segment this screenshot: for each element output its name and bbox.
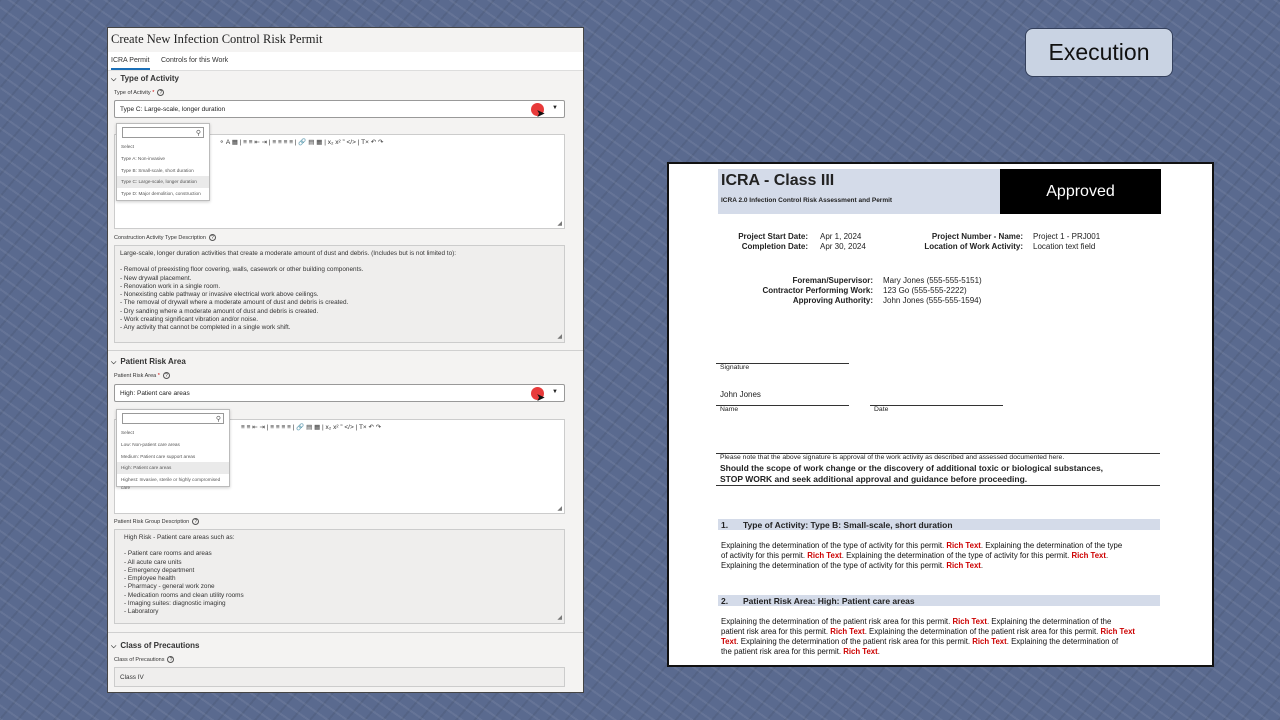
pointer-cursor-icon: ➤ — [536, 108, 546, 120]
dropdown-search-input[interactable] — [122, 127, 204, 138]
desc-item: - Removal of preexisting floor covering, walls, casework or other building components. — [120, 266, 364, 274]
location-label: Location of Work Activity: — [924, 242, 1023, 251]
chevron-down-icon: ⌵ — [111, 359, 117, 366]
indent-icon: ⇥ — [261, 139, 268, 146]
risk-option[interactable]: Medium: Patient care support areas — [121, 453, 196, 459]
activity-select[interactable]: Type C: Large-scale, longer duration ▼ — [114, 100, 565, 118]
clear-format-icon: T× — [361, 139, 369, 146]
help-icon: ? — [157, 89, 164, 96]
date-line — [870, 405, 1003, 406]
editor-toolbar: ⚬ A ▦ | ≡ ≡ ⇤ ⇥ | ≡ ≡ ≡ ≡ | 🔗 ▤ ▦ | x₂ x² ” </> | T× ↶ ↷ — [219, 139, 384, 146]
project-number-value: Project 1 - PRJ001 — [1033, 232, 1101, 241]
date-label: Date — [874, 406, 889, 413]
approval-note: Please note that the above signature is approval of the work activity as described and assessed documented here. — [720, 454, 1065, 461]
dropdown-arrow-icon: ▼ — [552, 389, 558, 395]
chevron-down-icon: ⌵ — [111, 643, 117, 650]
help-icon: ? — [192, 518, 199, 525]
superscript-icon: x² — [333, 424, 339, 431]
tab-icra-permit[interactable]: ICRA Permit — [111, 57, 150, 70]
resize-grip-icon[interactable]: ◢ — [557, 221, 562, 227]
scope-warning-2: STOP WORK and seek additional approval and guidance before proceeding. — [720, 474, 1028, 484]
subscript-icon: x₂ — [327, 139, 334, 146]
divider — [108, 350, 583, 351]
desc-item: - Work creating significant vibration and/or noise. — [120, 316, 259, 324]
status-badge: Approved — [1000, 169, 1161, 214]
risk-dropdown-menu — [116, 409, 230, 491]
align-right-icon: ≡ — [283, 139, 288, 146]
desc-item: - Pharmacy - general work zone — [124, 583, 215, 591]
execution-badge: Execution — [1025, 28, 1173, 77]
table-icon: ▤ — [308, 139, 315, 146]
dropdown-arrow-icon: ▼ — [552, 105, 558, 111]
foreman-value: Mary Jones (555-555-5151) — [883, 276, 982, 285]
resize-grip-icon[interactable]: ◢ — [557, 333, 562, 340]
code-icon: </> — [344, 424, 354, 431]
redo-icon: ↷ — [377, 139, 384, 146]
document-subtitle: ICRA 2.0 Infection Control Risk Assessment and Permit — [721, 197, 893, 204]
activity-desc-label: Construction Activity Type Description ? — [114, 234, 216, 241]
start-date-value: Apr 1, 2024 — [820, 232, 862, 241]
align-center-icon: ≡ — [278, 139, 282, 146]
risk-select[interactable]: High: Patient care areas ▼ — [114, 384, 565, 402]
section-type-of-activity[interactable]: ⌵ Type of Activity — [111, 74, 179, 83]
search-icon: ⚲ — [195, 130, 201, 137]
link-icon: 🔗 — [296, 424, 305, 431]
chevron-down-icon: ⌵ — [111, 76, 117, 83]
document-title: ICRA - Class III — [721, 172, 835, 189]
image-icon: ▦ — [316, 139, 323, 146]
table-icon: ▤ — [306, 424, 313, 431]
align-left-icon: ≡ — [270, 424, 275, 431]
align-left-icon: ≡ — [272, 139, 277, 146]
risk-description: High Risk - Patient care areas such as: - Patient care rooms and areas - All acute care units - Emergency department - Employee health - Pharmacy - general work zone - Medication rooms and clean utility rooms - Imaging suites: diagnostic imaging - Laboratory ◢ — [114, 529, 565, 624]
indent-icon: ⇥ — [259, 424, 265, 431]
numbered-list-icon: ≡ — [248, 139, 253, 146]
undo-icon: ↶ — [370, 139, 377, 146]
section-1-text: Explaining the determination of the type of activity for this permit. Rich Text. Explaining the determination of the type of activity for this permit. Rich Text. Explaining the determination of the type of activity for this permit. Rich Text. Explaining the determination of the type of activity for this permit. Rich Text. — [721, 541, 1123, 570]
align-right-icon: ≡ — [281, 424, 286, 431]
desc-item: - All acute care units — [124, 558, 182, 566]
section-patient-risk-area[interactable]: ⌵ Patient Risk Area — [111, 357, 186, 366]
editor-toolbar: ≡ ≡ ⇤ ⇥ | ≡ ≡ ≡ ≡ | 🔗 ▤ ▦ | x₂ x² ” </> | T× ↶ ↷ — [241, 424, 382, 431]
desc-item: - Renovation work in a single room. — [120, 282, 221, 290]
activity-option[interactable]: Type B: Small-scale, short duration — [121, 167, 194, 173]
help-icon: ? — [167, 656, 174, 663]
justify-icon: ≡ — [287, 424, 291, 431]
contractor-label: Contractor Performing Work: — [762, 286, 873, 295]
section-2-text: Explaining the determination of the patient risk area for this permit. Rich Text. Explaining the determination of the patient risk area for this permit. Rich Text. Explaining the determination of the patient risk area for this permit. Rich Text Text. Explaining the determination of the patient risk area for this permit. Rich Text. Explaining the determination of the patient risk area for this permit. Rich Text. — [721, 617, 1135, 656]
resize-grip-icon[interactable]: ◢ — [557, 506, 562, 512]
pointer-cursor-icon: ➤ — [536, 392, 546, 404]
tab-controls[interactable]: Controls for this Work — [161, 57, 229, 64]
section-class-of-precautions[interactable]: ⌵ Class of Precautions — [111, 641, 200, 650]
section-1-heading: 1. Type of Activity: Type B: Small-scale, short duration — [718, 519, 1160, 530]
desc-item: - Dry sanding where a moderate amount of dust and debris is created. — [120, 307, 319, 315]
activity-dropdown-menu — [116, 123, 210, 201]
bullet-list-icon: ≡ — [241, 424, 245, 431]
activity-option-selected[interactable]: Type C: Large-scale, longer duration — [117, 176, 209, 188]
risk-label: Patient Risk Area * ? — [114, 372, 170, 379]
image-icon: ▦ — [314, 424, 321, 431]
risk-option[interactable]: Select — [121, 430, 135, 435]
desc-item: - Emergency department — [124, 566, 195, 574]
precautions-label: Class of Precautions ? — [114, 656, 174, 663]
clear-format-icon: T× — [358, 424, 367, 431]
quote-icon: ” — [340, 424, 343, 431]
completion-date-label: Completion Date: — [741, 242, 808, 251]
foreman-label: Foreman/Supervisor: — [792, 276, 873, 285]
resize-grip-icon[interactable]: ◢ — [557, 614, 562, 621]
risk-option[interactable]: Low: Non-patient care areas — [121, 441, 180, 447]
form-title: Create New Infection Control Risk Permit — [111, 32, 323, 46]
desc-item: - Laboratory — [124, 608, 159, 616]
document-header — [718, 169, 1000, 214]
desc-item: - New drywall placement. — [120, 274, 192, 282]
activity-option[interactable]: Select — [121, 144, 135, 149]
help-icon: ? — [163, 372, 170, 379]
desc-item: - Nonexisting cable pathway or invasive electrical work above ceilings. — [120, 291, 319, 299]
desc-item: - Patient care rooms and areas — [124, 550, 212, 558]
risk-option[interactable]: Highest: Invasive, sterile or highly compromised care — [121, 477, 221, 491]
contractor-value: 123 Go (555-555-2222) — [883, 286, 967, 295]
signature-label: Signature — [720, 364, 750, 371]
activity-option[interactable]: Type A: Non-invasive — [121, 155, 166, 161]
highlight-icon: ▦ — [231, 139, 238, 146]
divider — [108, 632, 583, 633]
approver-label: Approving Authority: — [792, 296, 873, 305]
quote-icon: ” — [342, 139, 345, 146]
desc-item: - The removal of drywall where a moderate amount of dust and debris is created. — [120, 299, 349, 307]
scope-warning-1: Should the scope of work change or the discovery of additional toxic or biological substances, — [720, 463, 1104, 473]
start-date-label: Project Start Date: — [738, 232, 808, 241]
activity-description: Large-scale, longer duration activities that create a moderate amount of dust and debris. (Includes but is not limited to): - Removal of preexisting floor covering, walls, casework or other building components. - New drywall placement. - Renovation work in a single room. - Nonexisting cable pathway or invasive electrical work above ceilings. - The removal of drywall where a moderate amount of dust and debris is created. - Dry sanding where a moderate amount of dust and debris is created. - Work creating significant vibration and/or noise. - Any activity that cannot be completed in a single work shift. ◢ — [114, 245, 565, 343]
name-label: Name — [720, 406, 739, 413]
permit-document — [667, 162, 1214, 667]
code-icon: </> — [346, 139, 356, 146]
signer-name: John Jones — [720, 390, 761, 399]
precautions-value: Class IV — [114, 667, 565, 687]
desc-item: - Imaging suites: diagnostic imaging — [124, 600, 226, 608]
activity-option[interactable]: Type D: Major demolition, construction — [121, 191, 201, 197]
redo-icon: ↷ — [375, 424, 382, 431]
location-value: Location text field — [1033, 242, 1096, 251]
help-icon: ? — [209, 234, 216, 241]
align-center-icon: ≡ — [275, 424, 280, 431]
dropdown-search-input[interactable] — [122, 413, 224, 424]
superscript-icon: x² — [335, 139, 341, 146]
project-number-label: Project Number - Name: — [931, 232, 1023, 241]
section-2-heading: 2. Patient Risk Area: High: Patient care areas — [718, 595, 1160, 606]
font-color-icon: A — [225, 139, 230, 146]
activity-label: Type of Activity * ? — [114, 89, 164, 96]
numbered-list-icon: ≡ — [246, 424, 251, 431]
desc-item: - Employee health — [124, 575, 176, 583]
justify-icon: ≡ — [289, 139, 294, 146]
bullet-list-icon: ≡ — [243, 139, 247, 146]
completion-date-value: Apr 30, 2024 — [820, 242, 866, 251]
undo-icon: ↶ — [368, 424, 374, 431]
subscript-icon: x₂ — [325, 424, 332, 431]
approver-value: John Jones (555-555-1594) — [883, 296, 982, 305]
strike-icon: ⚬ — [219, 139, 225, 146]
risk-desc-label: Patient Risk Group Description ? — [114, 518, 199, 525]
form-tabs — [108, 52, 583, 71]
permit-form-panel — [107, 27, 584, 693]
divider — [716, 485, 1160, 486]
risk-option-selected[interactable]: High: Patient care areas — [117, 462, 229, 474]
search-icon: ⚲ — [215, 416, 221, 423]
outdent-icon: ⇤ — [252, 424, 258, 431]
desc-item: - Medication rooms and clean utility rooms — [124, 591, 244, 599]
desc-item: - Any activity that cannot be completed in a single work shift. — [120, 324, 291, 332]
link-icon: 🔗 — [298, 139, 307, 146]
outdent-icon: ⇤ — [254, 139, 260, 146]
